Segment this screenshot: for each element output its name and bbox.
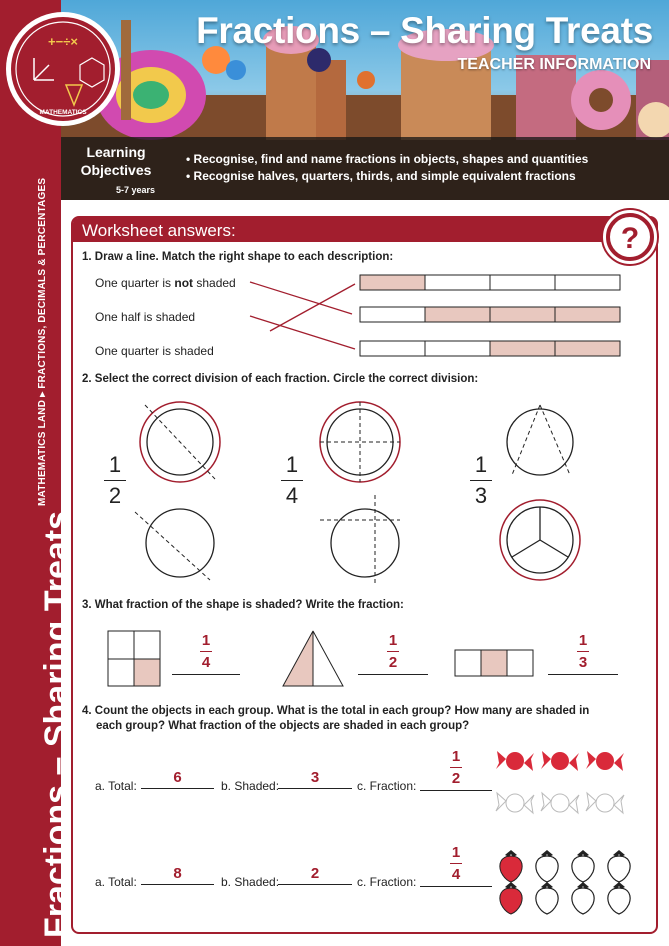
q3-answer-3: 1 3 [548, 632, 618, 675]
candy-icon [586, 793, 624, 813]
bar-thirds-shape [455, 650, 533, 676]
fraction-answer: 1 4 [420, 844, 492, 887]
fraction-label: c. Fraction: [357, 875, 417, 889]
objective-item: • Recognise, find and name fractions in objects, shapes and quantities [186, 152, 589, 166]
question-2-prompt: 2. Select the correct division of each fraction. Circle the correct division: [82, 373, 479, 385]
learning-objectives-box [61, 137, 669, 200]
strawberry-icon [536, 850, 558, 882]
vertical-title: Fractions – Sharing Treats [38, 510, 76, 938]
strawberry-icon [572, 850, 594, 882]
circle-half-correct [140, 402, 220, 482]
shaded-label: b. Shaded: [221, 875, 280, 889]
candy-icon [541, 751, 579, 771]
page-title: Fractions – Sharing Treats [196, 10, 653, 51]
age-range: 5-7 years [116, 185, 156, 195]
question-4-prompt: 4. Count the objects in each group. What is the total in each group? How many are shaded in each group? What fraction of the objects are shaded in each group? [82, 705, 590, 732]
question-1-prompt: 1. Draw a line. Match the right shape to each description: [82, 251, 394, 263]
candy-icon [541, 793, 579, 813]
header-banner [61, 0, 669, 200]
question-3-prompt: 3. What fraction of the shape is shaded? Write the fraction: [82, 599, 404, 611]
shaded-label: b. Shaded: [221, 779, 280, 793]
strawberry-icon [500, 882, 522, 914]
bar-shape-1 [360, 275, 620, 290]
match-line [250, 282, 352, 314]
q2-fraction-half: 1 2 [104, 452, 126, 509]
total-label: a. Total: [95, 779, 137, 793]
q2-fraction-quarter: 1 4 [281, 452, 303, 509]
worksheet-heading: Worksheet answers: [82, 221, 236, 240]
circle-third-wrong [507, 405, 573, 475]
square-quarters-shape [108, 631, 160, 686]
svg-text:?: ? [620, 222, 640, 255]
bar-shape-3 [360, 341, 620, 356]
strawberry-icon [500, 850, 522, 882]
objectives-list [186, 151, 588, 185]
q3-answer-1: 1 4 [172, 632, 240, 675]
strawberry-group [495, 848, 640, 918]
candy-icon [586, 751, 624, 771]
shaded-answer: 3 [278, 769, 352, 789]
match-line [270, 284, 355, 331]
circle-half-wrong [135, 509, 214, 580]
triangle-halves-shape [283, 631, 343, 686]
matching-diagram [240, 270, 640, 360]
strawberry-icon [536, 882, 558, 914]
strawberry-icon [572, 882, 594, 914]
circle-quarter-wrong [320, 495, 400, 585]
vertical-subtitle: MATHEMATICS LAND ▸ FRACTIONS, DECIMALS & PERCENTAGES [37, 177, 48, 506]
total-answer: 6 [141, 769, 214, 789]
mathematics-logo [4, 10, 122, 128]
q3-answer-2: 1 2 [358, 632, 428, 675]
match-line [250, 316, 355, 349]
page-subtitle: TEACHER INFORMATION [457, 56, 651, 73]
q2-fraction-third: 1 3 [470, 452, 492, 509]
description-1: One quarter is not shaded [95, 276, 236, 290]
objective-item: • Recognise halves, quarters, thirds, and simple equivalent fractions [186, 169, 576, 183]
bar-shape-2 [360, 307, 620, 322]
total-label: a. Total: [95, 875, 137, 889]
logo-text: MATHEMATICS [39, 109, 87, 116]
learning-objectives-title: Learning Objectives [80, 144, 152, 178]
shaded-answer: 2 [278, 865, 352, 885]
strawberry-icon [608, 850, 630, 882]
circle-third-correct [500, 500, 580, 580]
description-2: One half is shaded [95, 310, 196, 324]
circle-quarter-correct [320, 402, 400, 482]
candy-icon [496, 793, 534, 813]
strawberry-icon [608, 882, 630, 914]
logo-symbols: +−÷× [48, 34, 78, 49]
candy-group [495, 738, 635, 828]
division-circles [130, 395, 590, 595]
sidebar [0, 0, 76, 946]
fraction-answer: 1 2 [420, 748, 492, 791]
description-3: One quarter is shaded [95, 344, 214, 358]
fraction-label: c. Fraction: [357, 779, 417, 793]
question-badge-icon [600, 207, 660, 267]
candy-icon [496, 751, 534, 771]
panel-header [73, 218, 656, 242]
total-answer: 8 [141, 865, 214, 885]
